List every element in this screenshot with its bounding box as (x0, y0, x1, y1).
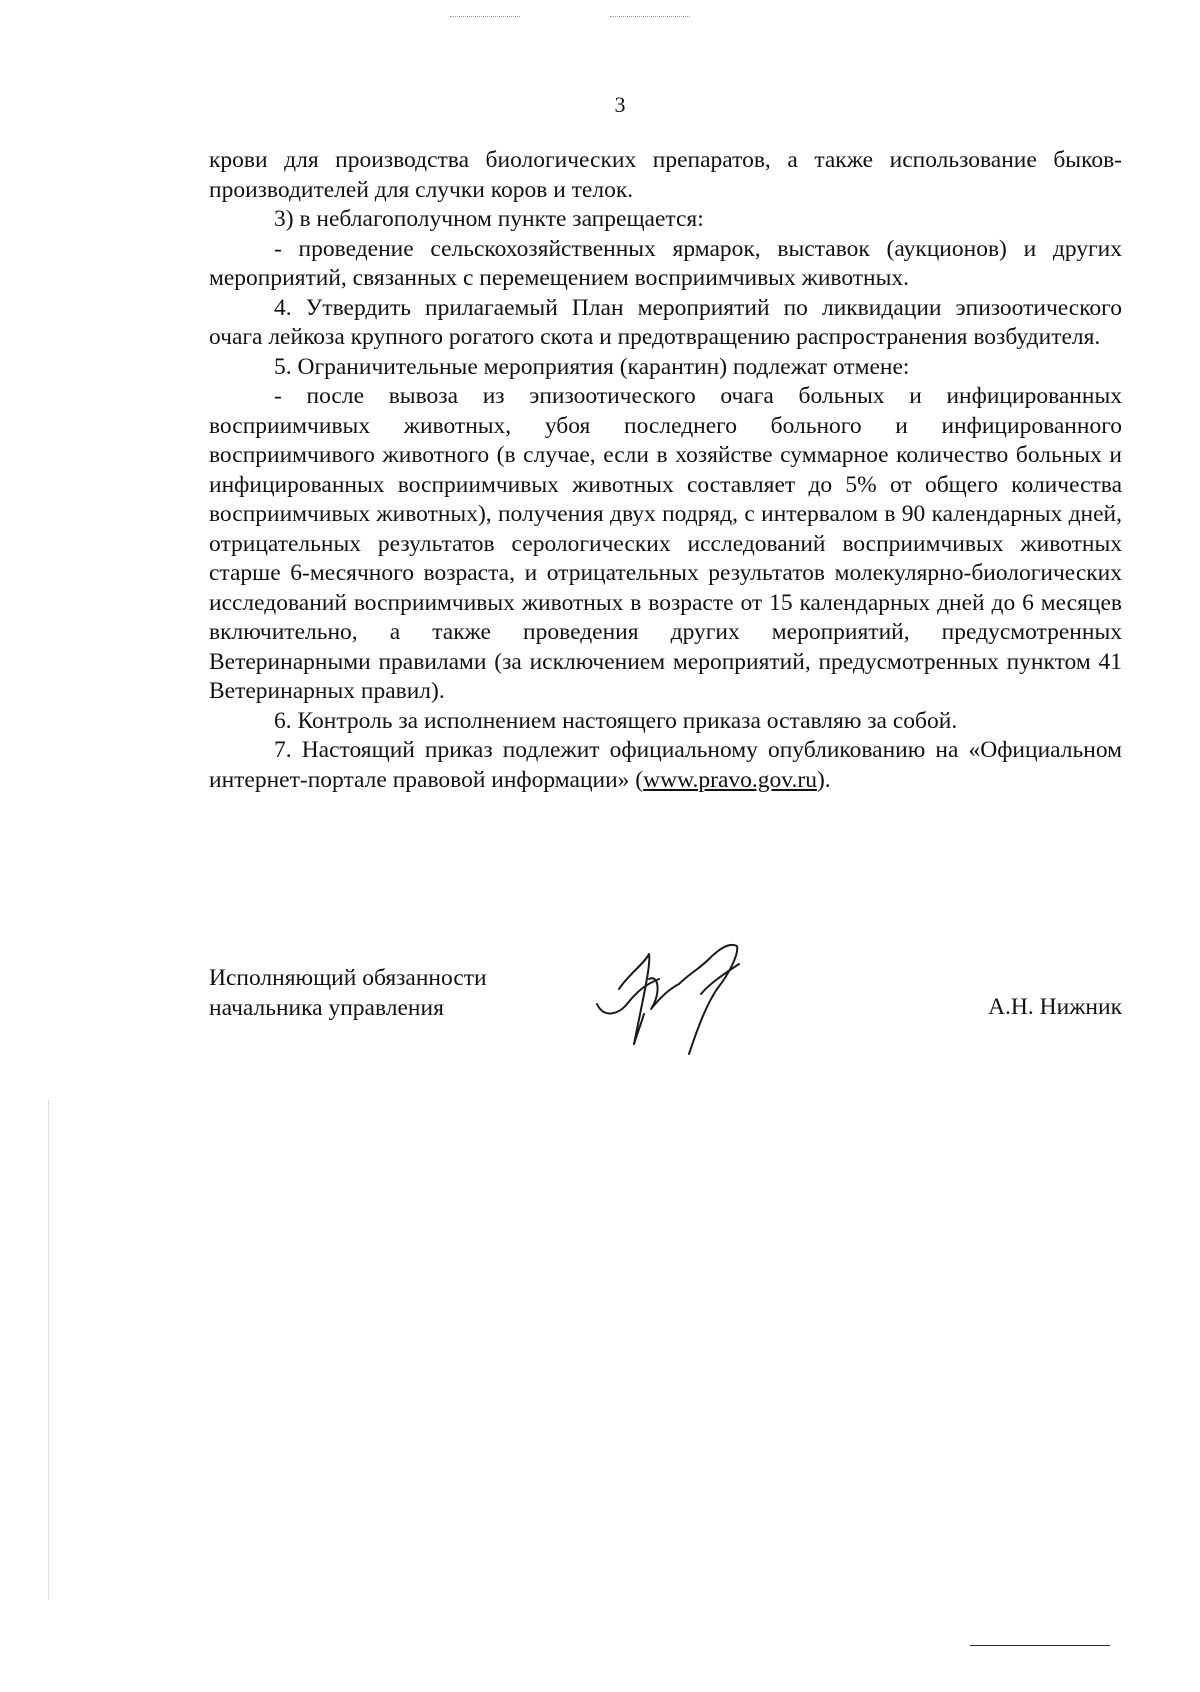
paragraph-publication (209, 736, 1122, 795)
signatory-position-line1: Исполняющий обязанности (209, 965, 487, 991)
scan-artifact (450, 16, 520, 21)
paragraph-quarantine-cancel-heading: 5. Ограничительные мероприятия (карантин) подлежат отмене: (274, 353, 910, 380)
publication-link[interactable]: www.pravo.gov.ru (643, 766, 817, 793)
page-number: 3 (614, 92, 626, 117)
paragraph-prohibition-fairs: - проведение сельскохозяйственных ярмарок, выставок (аукционов) и других мероприятий, связанных с перемещением восприимчивых животных. (209, 235, 1122, 291)
signatory-position (209, 964, 569, 1023)
scan-artifact-edge (48, 1100, 51, 1600)
signature-block (209, 964, 1122, 1074)
paragraph-prohibitions-heading: 3) в неблагополучном пункте запрещается: (274, 206, 704, 232)
footer-rule (970, 1645, 1110, 1646)
order-body-text (209, 146, 1122, 795)
publication-closing: ). (816, 766, 831, 793)
signatory-name: А.Н. Нижник (988, 994, 1122, 1020)
paragraph-approve-plan: 4. Утвердить прилагаемый План мероприятий по ликвидации эпизоотического очага лейкоза крупного рогатого скота и предотвращению распространения возбудителя. (209, 294, 1122, 350)
handwritten-signature (589, 934, 759, 1064)
publication-text: 7. Настоящий приказ подлежит официальному опубликованию на «Официальном интернет-портале правовой информации» ( (209, 737, 1122, 793)
scan-artifact (610, 16, 690, 21)
paragraph-continuation: крови для производства биологических препаратов, а также использование быков-производителей для случки коров и телок. (209, 147, 1122, 203)
signatory-position-line2: начальника управления (209, 994, 444, 1021)
paragraph-control: 6. Контроль за исполнением настоящего приказа оставляю за собой. (274, 707, 958, 734)
paragraph-quarantine-cancel-conditions: - после вывоза из эпизоотического очага больных и инфицированных восприимчивых животных, убоя последнего больного и инфицированного восприимчивого животного (в случае, если в хозяйстве суммарное количество больных и инфицированных восприимчивых животных составляет до 5% от общего количества восприимчивых животных), получения двух подряд, с интервалом в 90 календарных дней, отрицательных результатов серологических исследований восприимчивых животных старше 6-месячного возраста, и отрицательных результатов молекулярно-биологических исследований восприимчивых животных в возрасте от 15 календарных дней до 6 месяцев включительно, а также проведения других мероприятий, предусмотренных Ветеринарными правилами (за исключением мероприятий, предусмотренных пунктом 41 Ветеринарных правил). (209, 383, 1122, 704)
